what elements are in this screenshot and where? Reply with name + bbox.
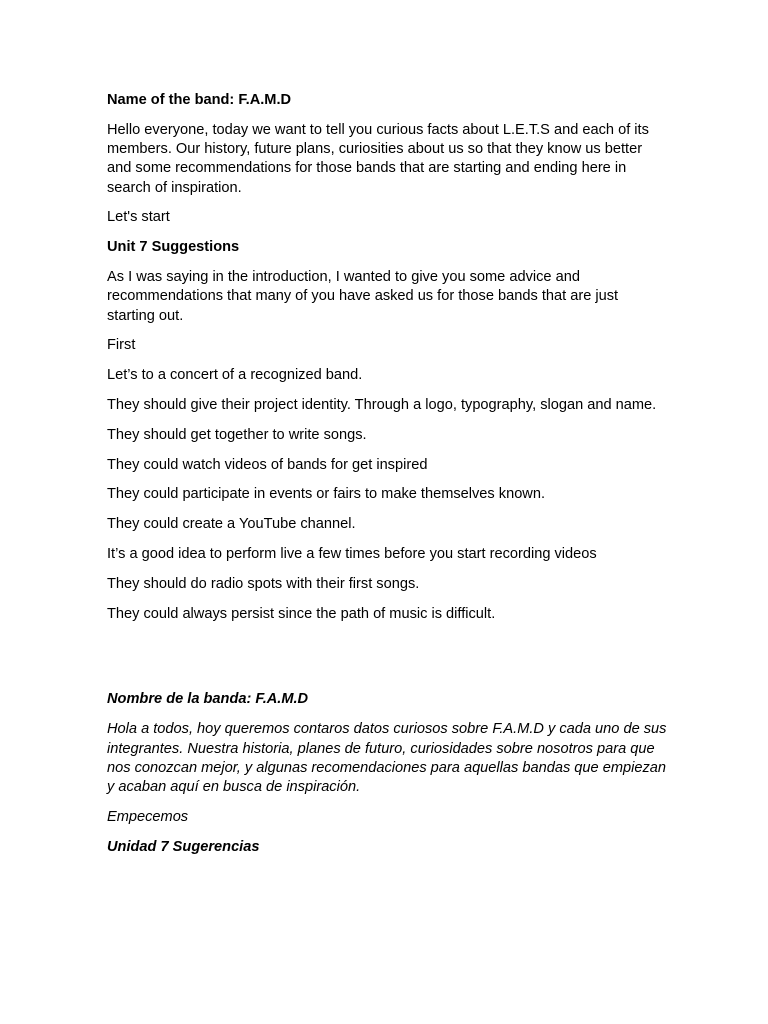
spanish-intro-paragraph: Hola a todos, hoy queremos contaros datos curiosos sobre F.A.M.D y cada uno de sus integrantes. Nuestra historia, planes de futuro, curiosidades sobre nosotros para que nos conozcan mejor, y algunas recomendaciones para aquellas bandas que empiezan y acaban aquí en busca de inspiración. — [107, 721, 667, 796]
advice-intro-paragraph: As I was saying in the introduction, I wanted to give you some advice and recommendations that many of you have asked us for those bands that are just starting out. — [107, 269, 619, 324]
suggestion-item: They should give their project identity. Through a logo, typography, slogan and name. — [107, 397, 657, 414]
suggestion-item: They could always persist since the path of music is difficult. — [107, 605, 496, 622]
suggestion-item: They could watch videos of bands for get inspired — [107, 456, 428, 473]
suggestion-item: Let’s to a concert of a recognized band. — [107, 367, 363, 384]
band-name-heading: Name of the band: F.A.M.D — [107, 92, 292, 108]
suggestion-item: They should get together to write songs. — [107, 426, 367, 443]
first-label: First — [107, 337, 136, 354]
lets-start-text: Let's start — [107, 209, 170, 226]
spanish-band-name-heading: Nombre de la banda: F.A.M.D — [107, 691, 309, 708]
document-body — [107, 91, 667, 868]
spanish-lets-start-text: Empecemos — [107, 808, 189, 825]
section-spacer — [107, 634, 667, 690]
suggestion-item: They could create a YouTube channel. — [107, 516, 356, 533]
suggestion-item: It’s a good idea to perform live a few times before you start recording videos — [107, 546, 597, 563]
spanish-unit-heading: Unidad 7 Sugerencias — [107, 838, 260, 855]
suggestion-item: They should do radio spots with their first songs. — [107, 575, 420, 592]
suggestion-item: They could participate in events or fairs to make themselves known. — [107, 486, 546, 503]
intro-paragraph: Hello everyone, today we want to tell you curious facts about L.E.T.S and each of its members. Our history, future plans, curiosities about us so that they know us better and some recommendations for those bands that are starting and ending here in search of inspiration. — [107, 121, 649, 196]
unit-heading: Unit 7 Suggestions — [107, 239, 240, 256]
